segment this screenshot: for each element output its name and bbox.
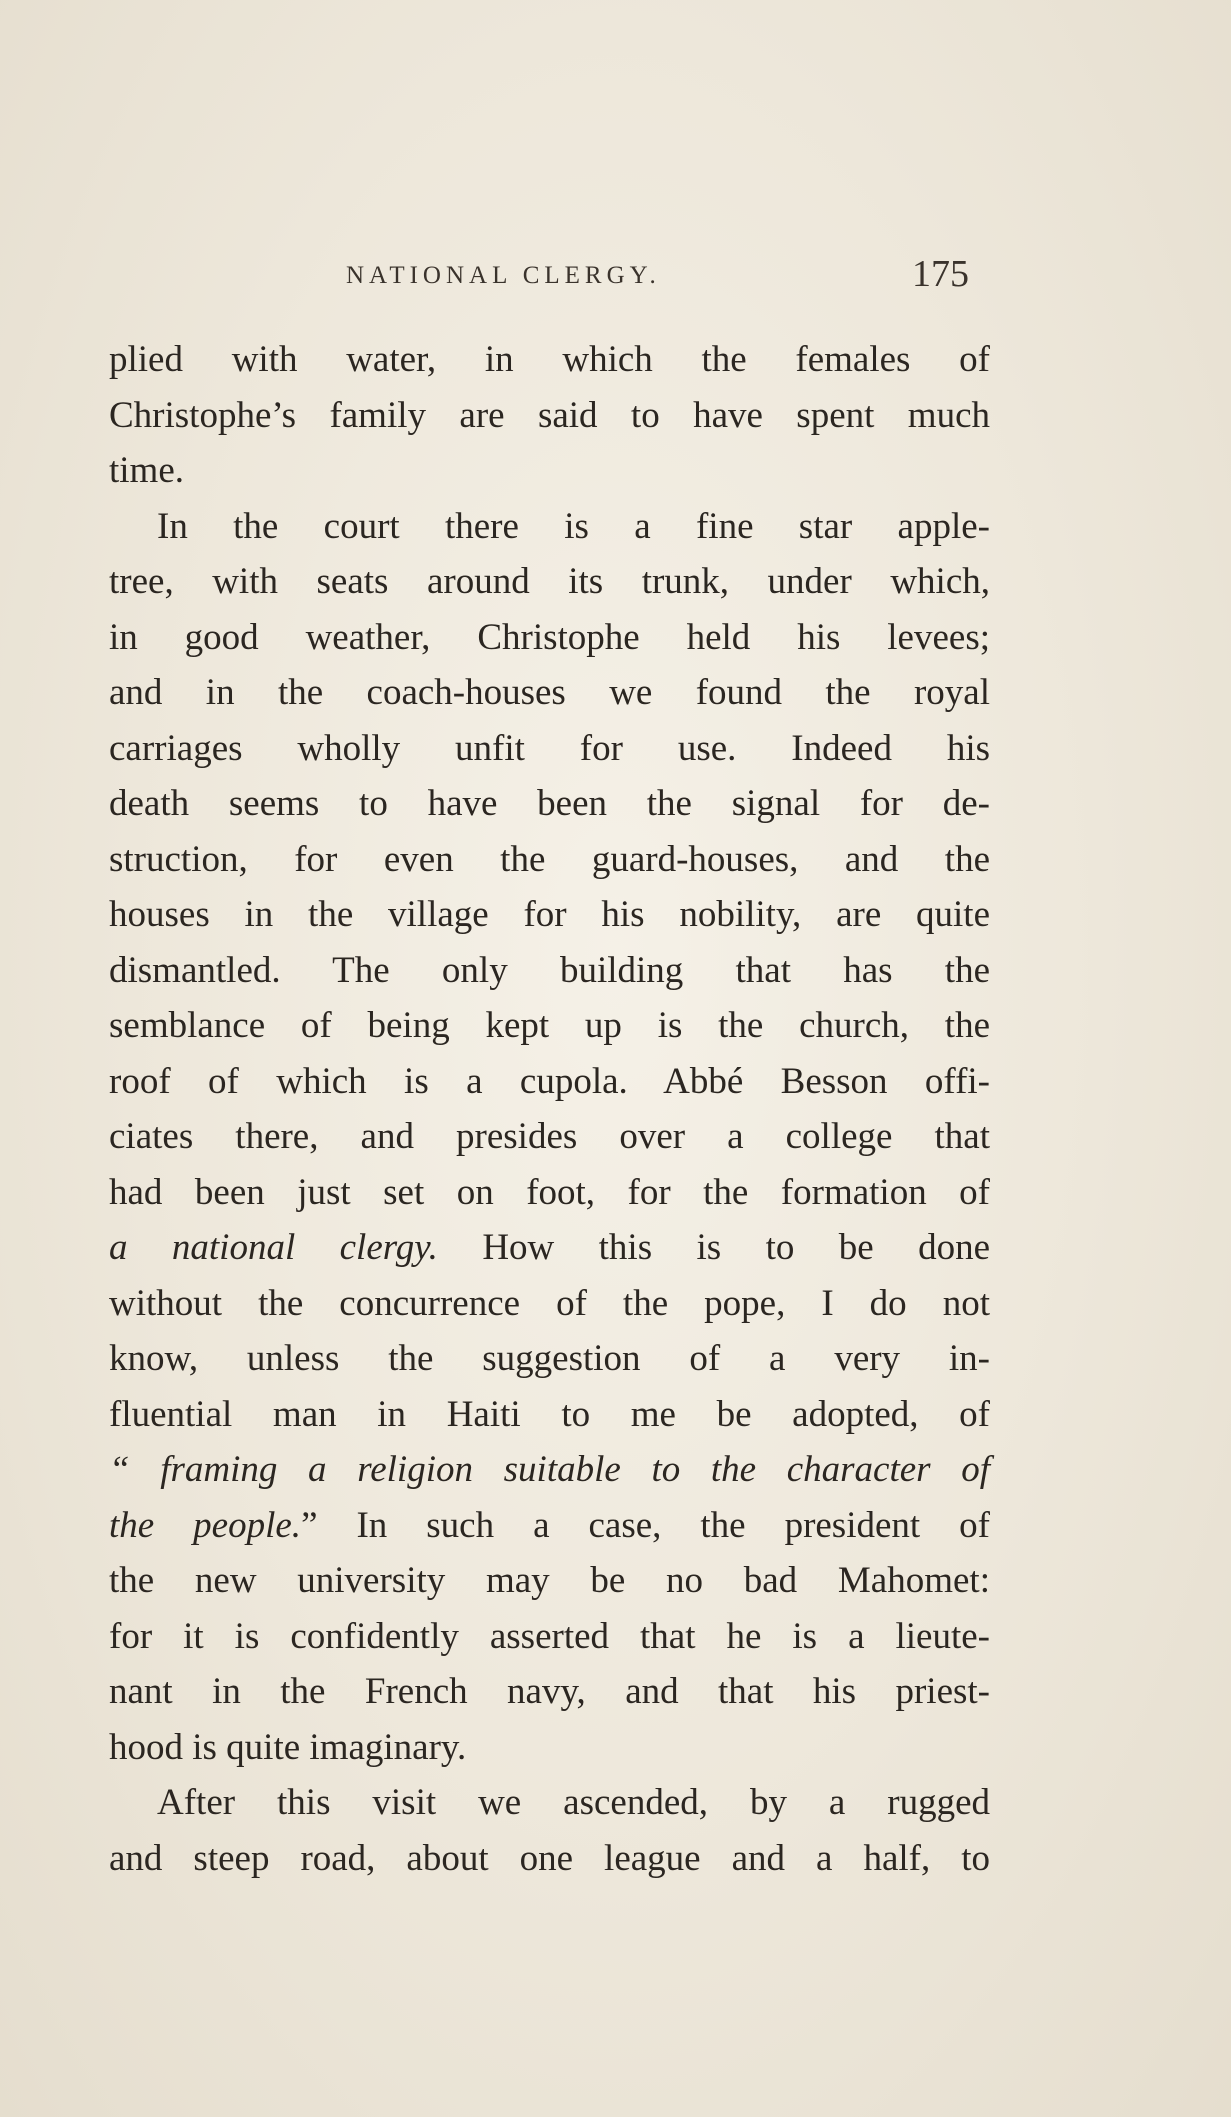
text-line: and in the coach-houses we found the royal <box>109 672 990 713</box>
text-line: without the concurrence of the pope, I do not <box>109 1282 990 1324</box>
text-line: for it is confidently asserted that he is a lieute- <box>109 1615 990 1657</box>
text-line: houses in the village for his nobility, are quite <box>109 894 990 935</box>
text-line: had been just set on foot, for the formation of <box>109 1171 990 1213</box>
italic-phrase: “ framing a religion suitable to the character of <box>109 1449 990 1490</box>
text-line: know, unless the suggestion of a very in- <box>109 1338 990 1379</box>
text-line: the new university may be no bad Mahomet: <box>109 1560 990 1601</box>
text-line: roof of which is a cupola. Abbé Besson offi- <box>109 1060 990 1102</box>
paragraph-start-line: After this visit we ascended, by a rugged <box>157 1782 990 1823</box>
text-line: tree, with seats around its trunk, under which, <box>109 561 990 602</box>
paragraph-start-line: In the court there is a fine star apple- <box>157 505 990 547</box>
text-line: in good weather, Christophe held his levees; <box>109 616 990 658</box>
text-line: dismantled. The only building that has the <box>109 949 990 991</box>
text-line: Christophe’s family are said to have spent much <box>109 394 990 436</box>
text-line: ciates there, and presides over a college that <box>109 1116 990 1157</box>
text-line: a national clergy. How this is to be done <box>109 1227 991 1268</box>
text-line: carriages wholly unfit for use. Indeed his <box>109 727 990 769</box>
body-text <box>109 332 990 1886</box>
italic-phrase: a national clergy. <box>109 1227 438 1268</box>
text-line <box>109 1442 990 1498</box>
running-head: NATIONAL CLERGY. <box>346 262 661 289</box>
text-line: the people.” In such a case, the president of <box>109 1504 990 1546</box>
page-number: 175 <box>912 253 969 295</box>
text-line: nant in the French navy, and that his priest- <box>109 1671 990 1712</box>
text-line: struction, for even the guard-houses, and the <box>109 838 990 880</box>
text-line: fluential man in Haiti to me be adopted, of <box>109 1393 990 1435</box>
text-line: and steep road, about one league and a half, to <box>109 1837 990 1879</box>
italic-phrase: the people. <box>109 1504 302 1546</box>
text-line: plied with water, in which the females of <box>109 339 990 380</box>
text-line: semblance of being kept up is the church, the <box>109 1005 990 1046</box>
text-line: hood is quite imaginary. <box>109 1726 467 1768</box>
text-line: time. <box>109 450 185 491</box>
text-line: death seems to have been the signal for de- <box>109 783 990 824</box>
